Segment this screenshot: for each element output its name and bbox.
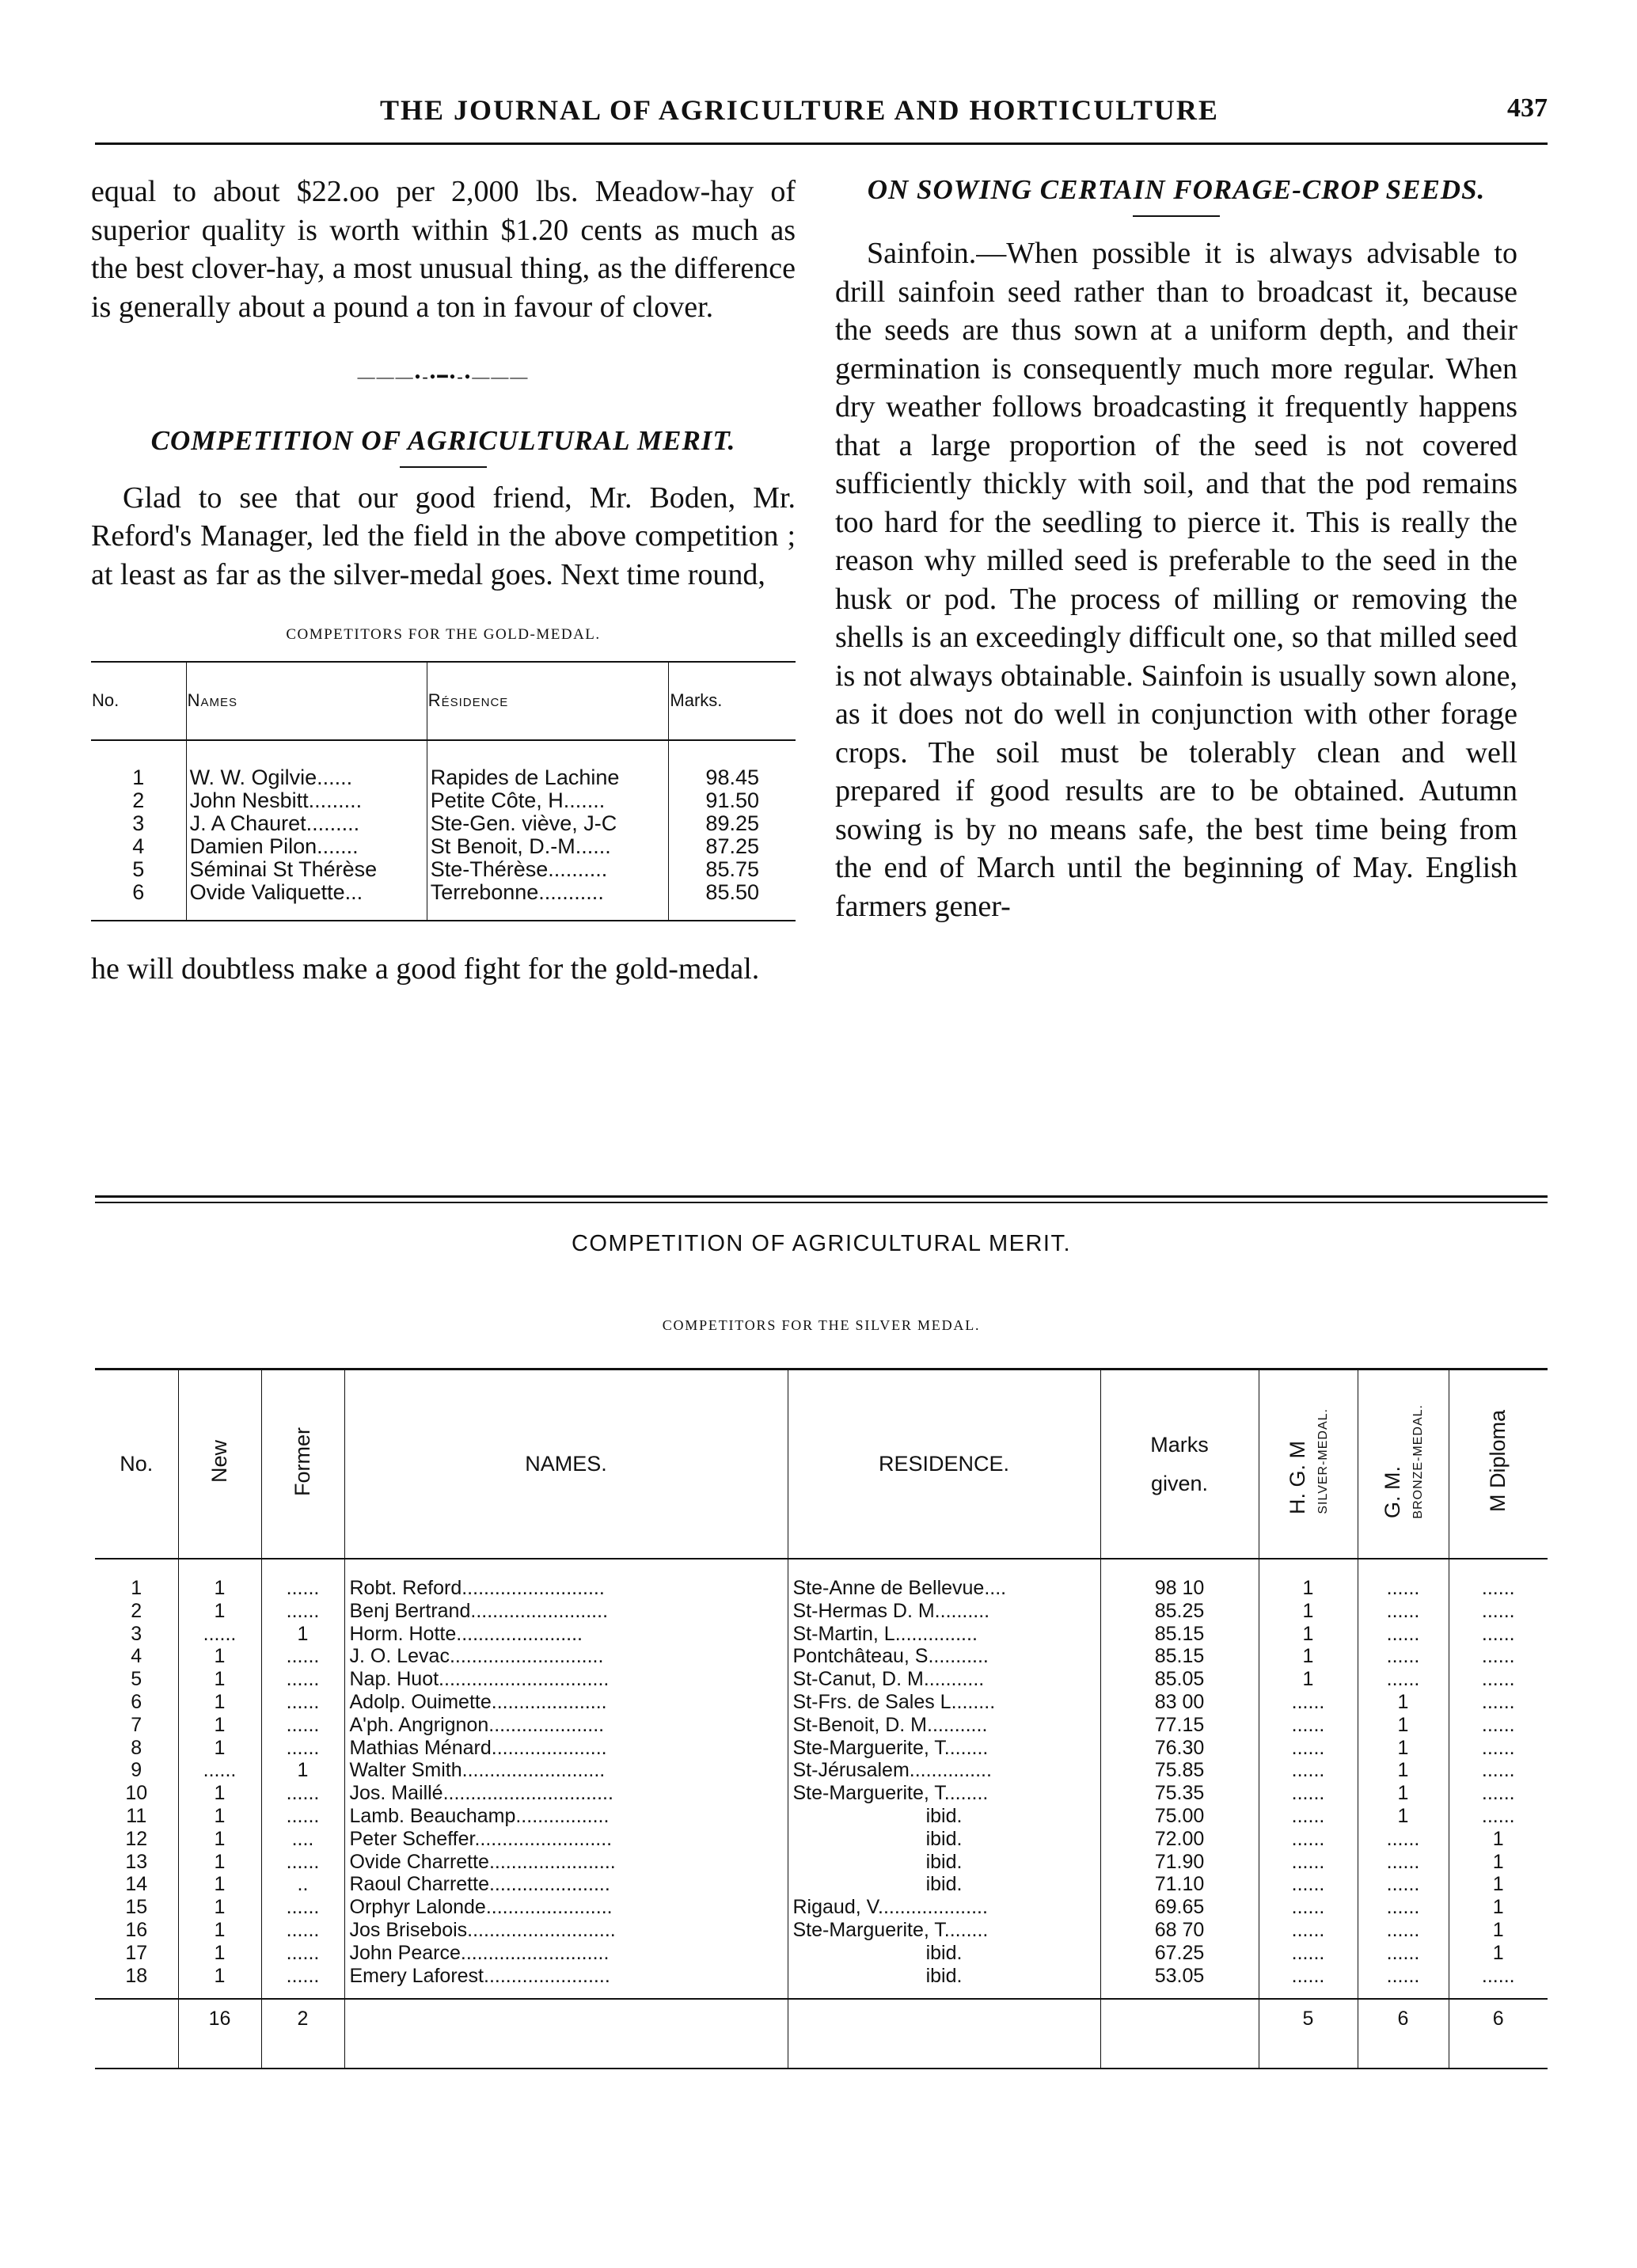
silver-col-marks	[1100, 1370, 1259, 1559]
gold-name: W. W. Ogilvie......	[186, 740, 427, 789]
silver-col-no: No.	[95, 1370, 178, 1559]
gold-marks: 89.25	[669, 812, 796, 835]
silver-gm: ......	[1358, 1896, 1449, 1919]
silver-hgm: ......	[1259, 1919, 1358, 1942]
intro-paragraph: equal to about $22.oo per 2,000 lbs. Meadow-hay of superior quality is worth within $1.20 cents as much as the best clover-hay, a most unusual thing, as the difference is generally about a pound a ton in favour of clover.	[91, 175, 796, 324]
gold-marks: 85.75	[669, 858, 796, 881]
gold-table-title: COMPETITORS FOR THE GOLD-MEDAL.	[286, 626, 601, 643]
silver-former: ......	[261, 1965, 344, 2000]
silver-table-row	[95, 1942, 1548, 1965]
silver-table-row	[95, 1851, 1548, 1874]
silver-col-new	[178, 1370, 261, 1559]
silver-residence: ibid.	[788, 1851, 1100, 1874]
silver-marks: 85.15	[1100, 1623, 1259, 1646]
gold-no: 6	[91, 881, 186, 921]
silver-gm: 1	[1358, 1714, 1449, 1737]
gold-table-row	[91, 789, 796, 812]
silver-table-row	[95, 1805, 1548, 1828]
gold-no: 5	[132, 857, 145, 881]
silver-table-row	[95, 1965, 1548, 2000]
silver-hgm: ......	[1259, 1737, 1358, 1760]
silver-former: ......	[261, 1919, 344, 1942]
silver-former: ......	[261, 1559, 344, 1600]
silver-new: 1	[178, 1873, 261, 1896]
silver-hgm: ......	[1259, 1714, 1358, 1737]
gold-marks: 91.50	[669, 789, 796, 812]
silver-no: 5	[131, 1668, 142, 1691]
silver-former: ..	[261, 1873, 344, 1896]
gold-no: 4	[132, 834, 145, 858]
gold-marks: 87.25	[669, 835, 796, 858]
silver-residence: ibid.	[788, 1805, 1100, 1828]
heading-rule	[400, 466, 487, 468]
silver-no: 3	[131, 1622, 142, 1645]
silver-name: Orphyr Lalonde.......................	[344, 1896, 788, 1919]
silver-no: 14	[125, 1873, 148, 1896]
silver-no: 8	[131, 1736, 142, 1759]
silver-totals-row	[95, 1999, 1548, 2069]
silver-col-hgm-sub: SILVER-MEDAL.	[1316, 1408, 1330, 1514]
silver-former: ......	[261, 1851, 344, 1874]
gold-name: John Nesbitt.........	[186, 789, 427, 812]
silver-name: Robt. Reford..........................	[344, 1559, 788, 1600]
gold-residence: Ste-Gen. viève, J-C	[427, 812, 669, 835]
silver-former: 1	[261, 1623, 344, 1646]
silver-diploma: ......	[1449, 1645, 1548, 1668]
silver-table-row	[95, 1623, 1548, 1646]
silver-gm: 1	[1358, 1805, 1449, 1828]
silver-marks: 77.15	[1100, 1714, 1259, 1737]
silver-former: ......	[261, 1600, 344, 1623]
gold-residence: Rapides de Lachine	[427, 740, 669, 789]
silver-diploma: ......	[1449, 1714, 1548, 1737]
silver-former: ......	[261, 1714, 344, 1737]
silver-marks: 75.85	[1100, 1759, 1259, 1782]
gold-table-header	[91, 662, 796, 740]
silver-table-row	[95, 1759, 1548, 1782]
silver-new: 1	[178, 1942, 261, 1965]
silver-former: ......	[261, 1691, 344, 1714]
silver-hgm: 1	[1259, 1559, 1358, 1600]
silver-diploma: ......	[1449, 1805, 1548, 1828]
silver-col-gm-label: G. M.	[1381, 1466, 1405, 1519]
silver-no: 9	[131, 1759, 142, 1782]
silver-residence: St-Frs. de Sales L........	[788, 1691, 1100, 1714]
silver-residence: St-Benoit, D. M...........	[788, 1714, 1100, 1737]
silver-gm: ......	[1358, 1942, 1449, 1965]
competition-paragraph: Glad to see that our good friend, Mr. Boden, Mr. Reford's Manager, led the field in the above competition ; at least as far as the silver-medal goes. Next time round,	[91, 481, 796, 591]
silver-residence: Ste-Marguerite, T........	[788, 1737, 1100, 1760]
silver-former: ......	[261, 1896, 344, 1919]
silver-col-hgm	[1259, 1370, 1358, 1559]
silver-table-row	[95, 1919, 1548, 1942]
sainfoin-paragraph: Sainfoin.—When possible it is always advisable to drill sainfoin seed rather than to broadcast it, because the seeds are thus sown at a uniform depth, and their germination is consequently much more regular. When dry weather follows broadcasting it frequently happens that a large proportion of the seed is not covered sufficiently thickly with soil, and that the pod remains too hard for the seedling to pierce it. This is really the reason why milled seed is preferable to the seed in the husk or pod. The process of milling or removing the shells is an exceedingly difficult one, so that milled seed is not always obtainable. Sainfoin is usually sown alone, as it does not do well in conjunction with other forage crops. The soil must be tolerably clean and well prepared if good results are to be obtained. Autumn sowing is by no means safe, the best time being from the end of March until the beginning of May. English farmers gener-	[835, 237, 1517, 923]
silver-name: Nap. Huot...............................	[344, 1668, 788, 1691]
total-new: 16	[178, 1999, 261, 2069]
silver-residence: St-Jérusalem...............	[788, 1759, 1100, 1782]
silver-gm: ......	[1358, 1600, 1449, 1623]
section-ornament: ———•-•━•-•———	[357, 367, 530, 386]
total-spacer	[95, 1999, 178, 2069]
silver-diploma: ......	[1449, 1559, 1548, 1600]
silver-col-gm-sub: BRONZE-MEDAL.	[1411, 1404, 1425, 1519]
silver-hgm: 1	[1259, 1623, 1358, 1646]
silver-residence: St-Hermas D. M..........	[788, 1600, 1100, 1623]
silver-table-header	[95, 1370, 1548, 1559]
silver-hgm: ......	[1259, 1965, 1358, 2000]
silver-hgm: ......	[1259, 1873, 1358, 1896]
page-number: 437	[1507, 93, 1548, 123]
silver-gm: 1	[1358, 1759, 1449, 1782]
silver-no: 1	[131, 1577, 142, 1599]
silver-diploma: ......	[1449, 1737, 1548, 1760]
silver-gm: 1	[1358, 1737, 1449, 1760]
silver-marks: 69.65	[1100, 1896, 1259, 1919]
silver-name: Walter Smith..........................	[344, 1759, 788, 1782]
silver-new: 1	[178, 1805, 261, 1828]
silver-col-residence: RESIDENCE.	[788, 1370, 1100, 1559]
total-marks-blank	[1100, 1999, 1259, 2069]
silver-former: ......	[261, 1942, 344, 1965]
silver-new: 1	[178, 1782, 261, 1805]
page-header	[95, 93, 1548, 141]
forage-heading: ON SOWING CERTAIN FORAGE-CROP SEEDS.	[867, 174, 1486, 205]
gold-table-row	[91, 881, 796, 921]
silver-diploma: ......	[1449, 1691, 1548, 1714]
silver-diploma: ......	[1449, 1623, 1548, 1646]
silver-medal-table	[95, 1368, 1548, 2069]
silver-hgm: 1	[1259, 1668, 1358, 1691]
silver-no: 11	[126, 1804, 147, 1827]
silver-col-gm	[1358, 1370, 1449, 1559]
silver-residence: ibid.	[788, 1828, 1100, 1851]
silver-table-row	[95, 1645, 1548, 1668]
closing-paragraph: he will doubtless make a good fight for the gold-medal.	[91, 952, 760, 986]
silver-hgm: ......	[1259, 1782, 1358, 1805]
silver-hgm: ......	[1259, 1759, 1358, 1782]
silver-no: 10	[125, 1782, 148, 1805]
silver-hgm: ......	[1259, 1828, 1358, 1851]
silver-no: 15	[125, 1896, 148, 1919]
silver-diploma: 1	[1449, 1873, 1548, 1896]
gold-residence: St Benoit, D.-M......	[427, 835, 669, 858]
silver-residence: St-Martin, L...............	[788, 1623, 1100, 1646]
gold-col-no: No.	[91, 662, 186, 740]
silver-gm: 1	[1358, 1782, 1449, 1805]
silver-name: Peter Scheffer.........................	[344, 1828, 788, 1851]
silver-name: Lamb. Beauchamp.................	[344, 1805, 788, 1828]
silver-diploma: ......	[1449, 1782, 1548, 1805]
silver-residence: ibid.	[788, 1965, 1100, 2000]
forage-heading-rule	[1133, 215, 1220, 217]
silver-new: 1	[178, 1668, 261, 1691]
silver-former: ......	[261, 1645, 344, 1668]
silver-new: 1	[178, 1691, 261, 1714]
silver-col-diploma-label: M Diploma	[1486, 1410, 1510, 1513]
gold-table-row	[91, 812, 796, 835]
silver-table-row	[95, 1668, 1548, 1691]
silver-gm: ......	[1358, 1559, 1449, 1600]
gold-table-row	[91, 740, 796, 789]
silver-diploma: ......	[1449, 1965, 1548, 2000]
silver-marks: 67.25	[1100, 1942, 1259, 1965]
silver-gm: ......	[1358, 1873, 1449, 1896]
silver-no: 12	[125, 1827, 148, 1850]
silver-col-marks-line1: Marks	[1150, 1432, 1209, 1457]
silver-table-title: COMPETITORS FOR THE SILVER MEDAL.	[662, 1317, 981, 1333]
silver-medal-table-wrapper	[95, 1368, 1548, 2069]
silver-col-former	[261, 1370, 344, 1559]
silver-marks: 85.25	[1100, 1600, 1259, 1623]
silver-gm: ......	[1358, 1828, 1449, 1851]
section-divider-top	[95, 1195, 1548, 1198]
silver-new: 1	[178, 1828, 261, 1851]
silver-col-names: NAMES.	[344, 1370, 788, 1559]
silver-name: Adolp. Ouimette.....................	[344, 1691, 788, 1714]
silver-gm: ......	[1358, 1851, 1449, 1874]
silver-former: ......	[261, 1805, 344, 1828]
silver-name: Benj Bertrand.........................	[344, 1600, 788, 1623]
silver-hgm: ......	[1259, 1851, 1358, 1874]
silver-section-heading: COMPETITION OF AGRICULTURAL MERIT.	[571, 1231, 1072, 1256]
silver-residence: Ste-Marguerite, T........	[788, 1782, 1100, 1805]
silver-name: Horm. Hotte.......................	[344, 1623, 788, 1646]
gold-marks: 98.45	[669, 740, 796, 789]
silver-residence: ibid.	[788, 1873, 1100, 1896]
silver-name: Raoul Charrette......................	[344, 1873, 788, 1896]
silver-gm: ......	[1358, 1965, 1449, 2000]
competition-heading: COMPETITION OF AGRICULTURAL MERIT.	[150, 424, 736, 456]
silver-col-marks-line2: given.	[1150, 1471, 1209, 1495]
silver-new: ......	[178, 1759, 261, 1782]
silver-name: J. O. Levac............................	[344, 1645, 788, 1668]
gold-name: Damien Pilon.......	[186, 835, 427, 858]
silver-table-row	[95, 1873, 1548, 1896]
silver-former: ......	[261, 1782, 344, 1805]
silver-gm: ......	[1358, 1919, 1449, 1942]
silver-name: John Pearce...........................	[344, 1942, 788, 1965]
silver-marks: 75.00	[1100, 1805, 1259, 1828]
silver-col-hgm-label: H. G. M	[1286, 1440, 1310, 1514]
silver-table-row	[95, 1691, 1548, 1714]
gold-residence: Terrebonne...........	[427, 881, 669, 921]
silver-residence: ibid.	[788, 1942, 1100, 1965]
gold-medal-table	[91, 661, 796, 921]
gold-marks: 85.50	[669, 881, 796, 921]
silver-table-row	[95, 1828, 1548, 1851]
silver-marks: 85.05	[1100, 1668, 1259, 1691]
total-former: 2	[261, 1999, 344, 2069]
silver-no: 7	[131, 1713, 142, 1736]
silver-residence: Ste-Marguerite, T........	[788, 1919, 1100, 1942]
silver-diploma: 1	[1449, 1942, 1548, 1965]
silver-no: 17	[125, 1941, 148, 1964]
silver-new: 1	[178, 1645, 261, 1668]
silver-table-row	[95, 1714, 1548, 1737]
right-column	[835, 173, 1517, 925]
silver-table-row	[95, 1737, 1548, 1760]
silver-new: 1	[178, 1737, 261, 1760]
silver-residence: St-Canut, D. M...........	[788, 1668, 1100, 1691]
silver-table-row	[95, 1559, 1548, 1600]
silver-marks: 71.10	[1100, 1873, 1259, 1896]
silver-new: ......	[178, 1623, 261, 1646]
gold-table-row	[91, 858, 796, 881]
silver-gm: ......	[1358, 1623, 1449, 1646]
silver-gm: ......	[1358, 1645, 1449, 1668]
silver-name: A'ph. Angrignon.....................	[344, 1714, 788, 1737]
total-hgm: 5	[1259, 1999, 1358, 2069]
total-gm: 6	[1358, 1999, 1449, 2069]
silver-marks: 53.05	[1100, 1965, 1259, 2000]
silver-former: ....	[261, 1828, 344, 1851]
gold-col-residence: Résidence	[427, 662, 669, 740]
silver-marks: 76.30	[1100, 1737, 1259, 1760]
silver-marks: 68 70	[1100, 1919, 1259, 1942]
silver-new: 1	[178, 1919, 261, 1942]
silver-no: 4	[131, 1645, 142, 1668]
silver-new: 1	[178, 1896, 261, 1919]
silver-no: 16	[125, 1918, 148, 1941]
silver-name: Emery Laforest.......................	[344, 1965, 788, 2000]
total-residence-blank	[788, 1999, 1100, 2069]
gold-residence: Petite Côte, H.......	[427, 789, 669, 812]
gold-name: Séminai St Thérèse	[186, 858, 427, 881]
silver-name: Ovide Charrette.......................	[344, 1851, 788, 1874]
silver-hgm: ......	[1259, 1896, 1358, 1919]
silver-former: ......	[261, 1668, 344, 1691]
silver-new: 1	[178, 1559, 261, 1600]
silver-no: 6	[131, 1690, 142, 1713]
gold-col-marks: Marks.	[669, 662, 796, 740]
silver-name: Jos Brisebois...........................	[344, 1919, 788, 1942]
silver-hgm: ......	[1259, 1942, 1358, 1965]
gold-col-names: Names	[186, 662, 427, 740]
silver-diploma: 1	[1449, 1851, 1548, 1874]
gold-name: J. A Chauret.........	[186, 812, 427, 835]
total-names-blank	[344, 1999, 788, 2069]
silver-new: 1	[178, 1600, 261, 1623]
gold-no: 1	[132, 765, 145, 789]
silver-col-new-label: New	[207, 1439, 231, 1483]
silver-hgm: 1	[1259, 1600, 1358, 1623]
silver-table-row	[95, 1782, 1548, 1805]
silver-diploma: 1	[1449, 1828, 1548, 1851]
silver-marks: 83 00	[1100, 1691, 1259, 1714]
silver-hgm: ......	[1259, 1691, 1358, 1714]
silver-new: 1	[178, 1714, 261, 1737]
gold-no: 3	[132, 811, 145, 835]
silver-diploma: 1	[1449, 1919, 1548, 1942]
silver-marks: 98 10	[1100, 1559, 1259, 1600]
silver-col-diploma	[1449, 1370, 1548, 1559]
silver-name: Mathias Ménard.....................	[344, 1737, 788, 1760]
section-divider-bottom	[95, 1202, 1548, 1203]
silver-gm: ......	[1358, 1668, 1449, 1691]
gold-no: 2	[132, 788, 145, 812]
silver-no: 18	[95, 1965, 178, 2000]
silver-table-row	[95, 1896, 1548, 1919]
silver-gm: 1	[1358, 1691, 1449, 1714]
silver-residence: Ste-Anne de Bellevue....	[788, 1559, 1100, 1600]
silver-hgm: 1	[1259, 1645, 1358, 1668]
silver-new: 1	[178, 1965, 261, 2000]
silver-diploma: ......	[1449, 1668, 1548, 1691]
silver-marks: 71.90	[1100, 1851, 1259, 1874]
silver-diploma: 1	[1449, 1896, 1548, 1919]
silver-new: 1	[178, 1851, 261, 1874]
silver-residence: Pontchâteau, S...........	[788, 1645, 1100, 1668]
silver-no: 2	[131, 1599, 142, 1622]
total-diploma: 6	[1449, 1999, 1548, 2069]
gold-residence: Ste-Thérèse..........	[427, 858, 669, 881]
silver-table-row	[95, 1600, 1548, 1623]
silver-hgm: ......	[1259, 1805, 1358, 1828]
silver-name: Jos. Maillé...............................	[344, 1782, 788, 1805]
header-rule	[95, 142, 1548, 145]
silver-marks: 85.15	[1100, 1645, 1259, 1668]
gold-name: Ovide Valiquette...	[186, 881, 427, 921]
silver-residence: Rigaud, V....................	[788, 1896, 1100, 1919]
silver-former: 1	[261, 1759, 344, 1782]
silver-marks: 72.00	[1100, 1828, 1259, 1851]
silver-col-former-label: Former	[291, 1427, 314, 1496]
silver-no: 13	[125, 1850, 148, 1873]
silver-diploma: ......	[1449, 1600, 1548, 1623]
silver-former: ......	[261, 1737, 344, 1760]
journal-title: THE JOURNAL OF AGRICULTURE AND HORTICULTURE	[380, 94, 1219, 126]
gold-table-row	[91, 835, 796, 858]
left-column	[91, 173, 796, 988]
silver-marks: 75.35	[1100, 1782, 1259, 1805]
silver-diploma: ......	[1449, 1759, 1548, 1782]
